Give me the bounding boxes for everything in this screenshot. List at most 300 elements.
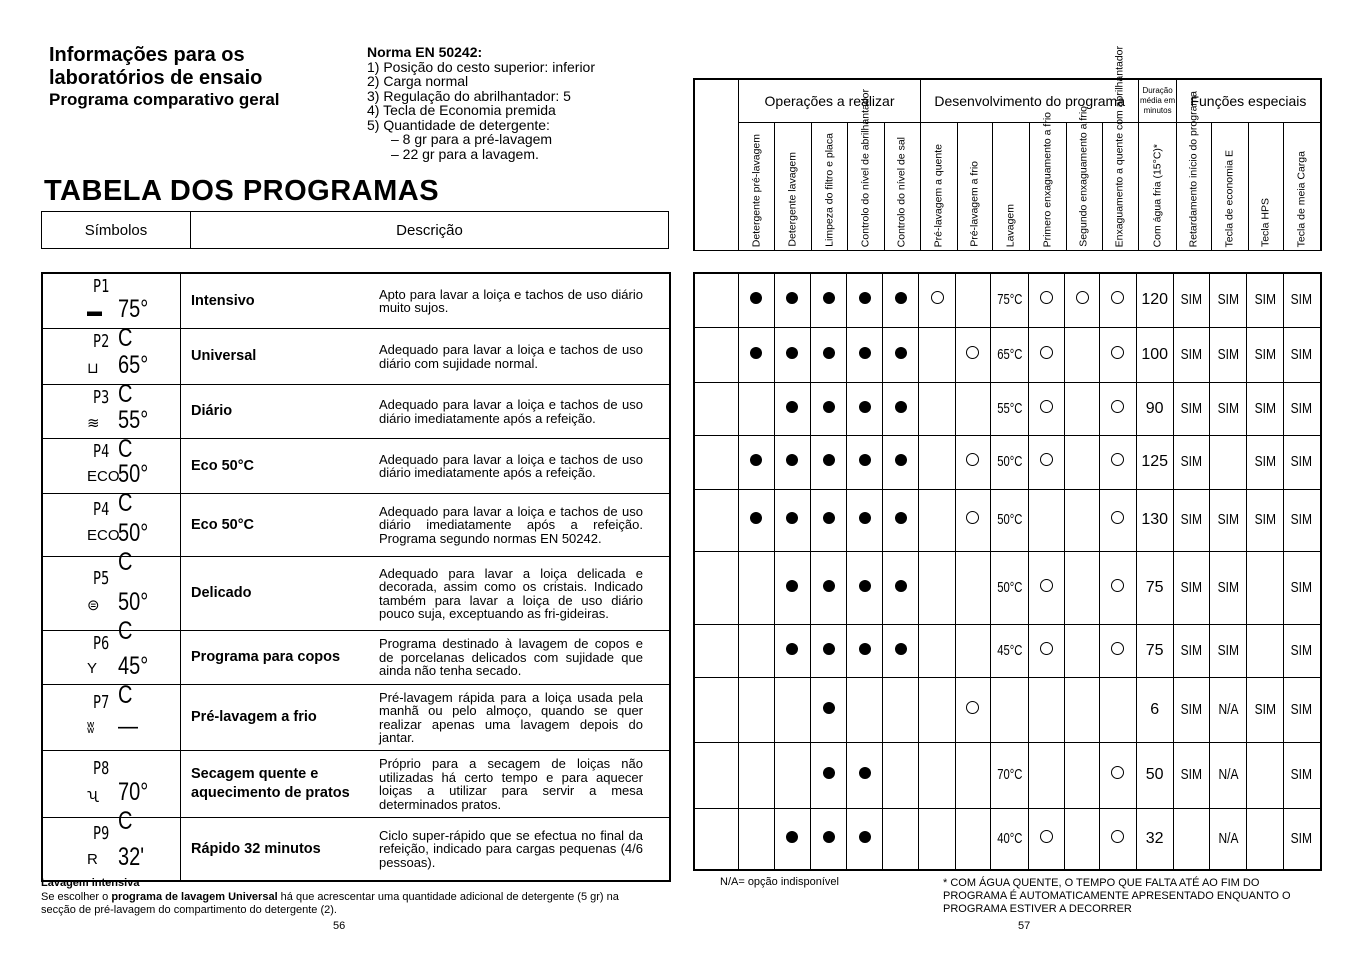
filled-dot-icon bbox=[750, 347, 762, 359]
column-header-label: Com água fria (15°C)* bbox=[1151, 143, 1164, 247]
filled-dot-icon bbox=[823, 831, 835, 843]
grid-cell bbox=[1028, 382, 1064, 435]
grid-cell bbox=[1210, 273, 1247, 327]
cell-value: SIM bbox=[1254, 453, 1276, 470]
cell-value: SIM bbox=[1180, 511, 1203, 528]
page-subtitle: Programa comparativo geral bbox=[49, 90, 280, 109]
program-temp: 70° C bbox=[118, 778, 149, 835]
grid-cell bbox=[955, 273, 990, 327]
grid-cell bbox=[991, 435, 1029, 489]
grid-cell bbox=[919, 489, 955, 551]
cell-value: SIM bbox=[1254, 399, 1276, 417]
program-row bbox=[42, 273, 670, 329]
grid-cell bbox=[847, 808, 883, 870]
norma-subline: – 8 gr para a pré-lavagem bbox=[391, 131, 553, 147]
grid-cell bbox=[738, 624, 774, 677]
open-circle-icon bbox=[1040, 453, 1053, 466]
grid-cell bbox=[955, 551, 990, 624]
grid-cell bbox=[1283, 435, 1321, 489]
program-description: Próprio para a secagem de loiças não utilizadas há certo tempo e para aquecer loiças a utilizar para servir a mesa determinados pratos. bbox=[379, 751, 670, 818]
grid-cell bbox=[1247, 808, 1283, 870]
blank-cell bbox=[694, 624, 738, 677]
column-header-label: Limpeza do filtro e placa bbox=[823, 133, 835, 247]
cell-value: 32 bbox=[1145, 829, 1164, 847]
grid-cell bbox=[883, 273, 919, 327]
filled-dot-icon bbox=[786, 347, 798, 359]
grid-cell bbox=[1247, 327, 1283, 382]
open-circle-icon bbox=[1111, 511, 1124, 524]
grid-cell bbox=[1136, 327, 1173, 382]
program-code: P6 bbox=[93, 633, 110, 654]
blank-cell bbox=[694, 382, 738, 435]
filled-dot-icon bbox=[859, 454, 871, 466]
cell-value: SIM bbox=[1180, 700, 1203, 718]
grid-row bbox=[694, 551, 1321, 624]
blank-cell bbox=[694, 435, 738, 489]
glass-icon: Y bbox=[87, 659, 98, 677]
column-header bbox=[1139, 123, 1177, 251]
grid-cell bbox=[1173, 808, 1209, 870]
grid-cell bbox=[738, 489, 774, 551]
grid-cell bbox=[955, 808, 990, 870]
filled-dot-icon bbox=[859, 292, 871, 304]
cell-value: N/A bbox=[1218, 700, 1239, 718]
program-name: Pré-lavagem a frio bbox=[181, 685, 380, 751]
column-header bbox=[811, 123, 847, 251]
column-header-label: Lavagem bbox=[1004, 203, 1017, 247]
norma-line: 5) Quantidade de detergente: bbox=[367, 116, 550, 133]
right-table-header bbox=[693, 45, 1322, 251]
column-header bbox=[775, 123, 811, 251]
filled-dot-icon bbox=[895, 401, 907, 413]
grid-cell bbox=[1173, 677, 1209, 742]
grid-cell bbox=[883, 677, 919, 742]
filled-dot-icon bbox=[750, 454, 762, 466]
cell-value: SIM bbox=[1291, 766, 1313, 783]
program-temp: 50° C bbox=[118, 587, 149, 645]
cell-value: SIM bbox=[1217, 399, 1239, 417]
filled-dot-icon bbox=[895, 580, 907, 592]
program-description: Adequado para lavar a loiça e tachos de uso diário com sujidade normal. bbox=[379, 329, 670, 385]
program-code: P7 bbox=[93, 691, 110, 713]
symbol-cell bbox=[42, 439, 181, 517]
filled-dot-icon bbox=[786, 512, 798, 524]
grid-cell bbox=[738, 435, 774, 489]
blank-cell bbox=[694, 273, 738, 327]
grid-cell bbox=[847, 551, 883, 624]
grid-cell bbox=[1210, 327, 1247, 382]
cell-value: 65°C bbox=[996, 345, 1022, 363]
grid-cell bbox=[738, 382, 774, 435]
grid-cell bbox=[810, 382, 846, 435]
grid-cell bbox=[1065, 327, 1100, 382]
program-temp: 32' bbox=[118, 843, 145, 871]
program-row bbox=[42, 439, 670, 494]
cell-value: 75°C bbox=[996, 291, 1022, 309]
grid-cell bbox=[919, 382, 955, 435]
grid-cell bbox=[810, 808, 846, 870]
cell-value: SIM bbox=[1180, 578, 1203, 596]
cell-value: N/A bbox=[1218, 766, 1239, 783]
grid-cell bbox=[919, 808, 955, 870]
grid-cell bbox=[955, 382, 990, 435]
cell-value: SIM bbox=[1254, 511, 1276, 528]
grid-cell bbox=[810, 677, 846, 742]
program-temp: 55° C bbox=[118, 405, 149, 463]
grid-cell bbox=[1136, 489, 1173, 551]
cell-value: 50°C bbox=[996, 578, 1022, 596]
filled-dot-icon bbox=[895, 292, 907, 304]
grid-cell bbox=[1283, 327, 1321, 382]
cell-value: SIM bbox=[1291, 578, 1313, 596]
program-description: Apto para lavar a loiça e tachos de uso diário muito sujos. bbox=[379, 286, 643, 315]
column-header-label: Controlo do nível de abrilhantador bbox=[859, 88, 872, 247]
program-name: Eco 50°C bbox=[181, 494, 380, 557]
grid-cell bbox=[847, 435, 883, 489]
program-description: Adequado para lavar a loiça e tachos de uso diário imediatamente após a refeição. bbox=[379, 385, 670, 439]
footer-text-post: há que acrescentar uma quantidade adicional de detergente (5 gr) na secção de pré-lavagem do compartimento do detergente (2). bbox=[41, 891, 619, 916]
grid-cell bbox=[1173, 435, 1209, 489]
filled-dot-icon bbox=[823, 347, 835, 359]
filled-dot-icon bbox=[859, 643, 871, 655]
blank-cell bbox=[694, 489, 738, 551]
open-circle-icon bbox=[1111, 579, 1124, 592]
column-header-label: Detergente lavagem bbox=[786, 152, 799, 247]
grid-cell bbox=[1100, 489, 1136, 551]
grid-cell bbox=[883, 551, 919, 624]
grid-cell bbox=[991, 327, 1029, 382]
cell-value: 70°C bbox=[996, 766, 1022, 783]
eco-icon: ECO bbox=[87, 527, 120, 544]
grid-cell bbox=[1136, 551, 1173, 624]
cell-value: SIM bbox=[1217, 291, 1239, 309]
filled-dot-icon bbox=[786, 292, 798, 304]
filled-dot-icon bbox=[823, 643, 835, 655]
grid-cell bbox=[847, 327, 883, 382]
grid-cell bbox=[1136, 808, 1173, 870]
norma-title: Norma EN 50242: bbox=[367, 44, 483, 60]
filled-dot-icon bbox=[786, 454, 798, 466]
cell-value: SIM bbox=[1180, 291, 1203, 309]
grid-cell bbox=[991, 677, 1029, 742]
filled-dot-icon bbox=[859, 580, 871, 592]
grid-cell bbox=[1100, 273, 1136, 327]
program-code: P2 bbox=[93, 331, 110, 352]
left-table-header bbox=[41, 211, 669, 249]
grid-cell bbox=[1065, 489, 1100, 551]
grid-row bbox=[694, 624, 1321, 677]
column-header bbox=[1176, 90, 1212, 251]
grid-cell bbox=[883, 742, 919, 808]
column-header-label: Tecla HPS bbox=[1259, 197, 1272, 247]
grid-cell bbox=[919, 624, 955, 677]
cell-value: 50°C bbox=[996, 511, 1022, 528]
grid-cell bbox=[1247, 273, 1283, 327]
grid-cell bbox=[1065, 435, 1100, 489]
cell-value: 50 bbox=[1145, 766, 1164, 783]
rapid-icon: R bbox=[87, 851, 98, 868]
column-header-label: Tecla de meia Carga bbox=[1295, 150, 1308, 247]
grid-cell bbox=[810, 624, 846, 677]
grid-cell bbox=[1028, 489, 1064, 551]
page-number-left: 56 bbox=[333, 920, 346, 932]
cell-value: N/A bbox=[1218, 829, 1239, 847]
group-funcoes: Funções especiais bbox=[1176, 79, 1321, 123]
grid-cell bbox=[1136, 435, 1173, 489]
column-header-label: Tecla de economia E bbox=[1223, 149, 1236, 247]
prewash-icon: ʬ bbox=[87, 719, 95, 737]
footer-text-pre: Se escolher o bbox=[41, 891, 112, 903]
table-title: TABELA DOS PROGRAMAS bbox=[44, 175, 440, 207]
group-operacoes: Operações a realizar bbox=[738, 79, 920, 123]
blank-header-cell bbox=[694, 79, 738, 251]
grid-row bbox=[694, 808, 1321, 870]
grid-cell bbox=[1065, 624, 1100, 677]
cell-value: SIM bbox=[1291, 345, 1313, 363]
filled-dot-icon bbox=[895, 454, 907, 466]
open-circle-icon bbox=[1111, 400, 1124, 413]
cell-value: SIM bbox=[1291, 511, 1313, 528]
filled-dot-icon bbox=[859, 767, 871, 779]
pot-icon: ⊔ bbox=[87, 359, 99, 377]
grid-cell bbox=[1136, 624, 1173, 677]
column-header bbox=[921, 123, 958, 251]
grid-cell bbox=[774, 551, 810, 624]
grid-cell bbox=[810, 327, 846, 382]
cell-value: SIM bbox=[1291, 399, 1313, 417]
grid-cell bbox=[991, 624, 1029, 677]
grid-cell bbox=[774, 327, 810, 382]
grid-cell bbox=[991, 273, 1029, 327]
program-grid bbox=[693, 272, 1322, 871]
grid-cell bbox=[1283, 489, 1321, 551]
program-name: Diário bbox=[181, 385, 380, 439]
pot-full-icon: ▬ bbox=[87, 303, 102, 320]
program-name: Secagem quente e aquecimento de pratos bbox=[181, 751, 380, 818]
program-row bbox=[42, 494, 670, 557]
grid-cell bbox=[919, 551, 955, 624]
cell-value: SIM bbox=[1180, 641, 1203, 659]
grid-cell bbox=[919, 677, 955, 742]
footer-text bbox=[41, 891, 641, 917]
column-header bbox=[1212, 123, 1248, 251]
cell-value: SIM bbox=[1254, 700, 1276, 718]
grid-cell bbox=[810, 742, 846, 808]
grid-cell bbox=[1283, 624, 1321, 677]
grid-cell bbox=[955, 742, 990, 808]
page-title: Informações para os laboratórios de ensaio bbox=[49, 44, 263, 89]
open-circle-icon bbox=[1111, 291, 1124, 304]
grid-cell bbox=[1100, 435, 1136, 489]
norma-line: 2) Carga normal bbox=[367, 73, 469, 89]
grid-cell bbox=[738, 551, 774, 624]
filled-dot-icon bbox=[895, 512, 907, 524]
grid-cell bbox=[1028, 551, 1064, 624]
filled-dot-icon bbox=[859, 401, 871, 413]
column-header bbox=[1066, 106, 1102, 251]
cell-value: SIM bbox=[1254, 345, 1276, 363]
program-name: Rápido 32 minutos bbox=[181, 818, 380, 882]
grid-cell bbox=[1100, 808, 1136, 870]
grid-cell bbox=[1173, 551, 1209, 624]
cell-value: SIM bbox=[1217, 578, 1239, 596]
grid-cell bbox=[1028, 435, 1064, 489]
grid-cell bbox=[1028, 677, 1064, 742]
program-row bbox=[42, 557, 670, 631]
norma-line: 3) Regulação do abrilhantador: 5 bbox=[367, 87, 571, 104]
open-circle-icon bbox=[1040, 579, 1053, 592]
grid-cell bbox=[1065, 808, 1100, 870]
grid-cell bbox=[1136, 382, 1173, 435]
program-row bbox=[42, 751, 670, 818]
column-header bbox=[884, 123, 920, 251]
grid-cell bbox=[1065, 677, 1100, 742]
column-header-label: Retardamento início do programa bbox=[1187, 90, 1200, 247]
cell-value: SIM bbox=[1291, 291, 1313, 309]
cell-value: SIM bbox=[1217, 511, 1239, 528]
filled-dot-icon bbox=[786, 580, 798, 592]
program-description: Adequado para lavar a loiça e tachos de uso diário imediatamente após a refeição. bbox=[379, 439, 670, 494]
grid-cell bbox=[1247, 489, 1283, 551]
column-header-label: Pré-lavagem a quente bbox=[932, 143, 945, 247]
open-circle-icon bbox=[1111, 346, 1124, 359]
open-circle-icon bbox=[1076, 291, 1089, 304]
grid-cell bbox=[1173, 489, 1209, 551]
column-header bbox=[738, 123, 774, 251]
program-row bbox=[42, 329, 670, 385]
grid-cell bbox=[1283, 273, 1321, 327]
column-header-label: Segundo enxaguamento a frio bbox=[1077, 106, 1090, 247]
header-descricao: Descrição bbox=[396, 221, 463, 239]
grid-cell bbox=[1283, 551, 1321, 624]
column-header-label: Detergente pré-lavagem bbox=[750, 133, 763, 247]
column-header-label: Controlo do nível de sal bbox=[895, 136, 908, 247]
grid-row bbox=[694, 273, 1321, 327]
grid-cell bbox=[1283, 808, 1321, 870]
grid-cell bbox=[1210, 808, 1247, 870]
open-circle-icon bbox=[966, 701, 979, 714]
program-description: Ciclo super-rápido que se efectua no final da refeição, indicado para cargas pequenas (4/6 pessoas). bbox=[379, 818, 670, 882]
blank-cell bbox=[694, 742, 738, 808]
open-circle-icon bbox=[1111, 642, 1124, 655]
grid-cell bbox=[991, 742, 1029, 808]
header-simbolos: Símbolos bbox=[42, 212, 191, 248]
cell-value: SIM bbox=[1180, 399, 1203, 417]
cell-value: SIM bbox=[1291, 700, 1313, 718]
open-circle-icon bbox=[1111, 766, 1124, 779]
grid-row bbox=[694, 489, 1321, 551]
cell-value: 120 bbox=[1141, 291, 1169, 309]
grid-cell bbox=[774, 677, 810, 742]
grid-cell bbox=[1136, 742, 1173, 808]
grid-cell bbox=[1210, 742, 1247, 808]
grid-cell bbox=[738, 327, 774, 382]
cell-value: 50°C bbox=[996, 453, 1022, 470]
program-name: Eco 50°C bbox=[181, 439, 380, 494]
grid-cell bbox=[1065, 742, 1100, 808]
cell-value: 45°C bbox=[996, 641, 1022, 659]
program-code: P5 bbox=[93, 567, 110, 589]
grid-cell bbox=[1065, 551, 1100, 624]
filled-dot-icon bbox=[823, 767, 835, 779]
grid-cell bbox=[1028, 808, 1064, 870]
grid-cell bbox=[1100, 677, 1136, 742]
grid-cell bbox=[847, 273, 883, 327]
grid-cell bbox=[738, 808, 774, 870]
grid-cell bbox=[738, 742, 774, 808]
program-temp: 50° C bbox=[118, 460, 149, 517]
open-circle-icon bbox=[1040, 291, 1053, 304]
grid-cell bbox=[1028, 273, 1064, 327]
symbol-cell bbox=[42, 685, 181, 751]
cell-value: SIM bbox=[1180, 453, 1203, 470]
cell-value: 125 bbox=[1141, 453, 1169, 470]
grid-cell bbox=[883, 624, 919, 677]
grid-cell bbox=[1210, 489, 1247, 551]
grid-cell bbox=[1028, 327, 1064, 382]
open-circle-icon bbox=[1040, 642, 1053, 655]
grid-cell bbox=[1100, 327, 1136, 382]
footer-text-bold: programa de lavagem Universal bbox=[111, 891, 278, 903]
program-name: Programa para copos bbox=[181, 631, 380, 685]
grid-row bbox=[694, 742, 1321, 808]
footnote: * COM ÁGUA QUENTE, O TEMPO QUE FALTA ATÉ AO FIM DO PROGRAMA É AUTOMATICAMENTE APRESENTADO ENQUANTO O PROGRAMA ESTIVER A DECORRER bbox=[943, 877, 1291, 915]
grid-cell bbox=[1100, 382, 1136, 435]
grid-cell bbox=[1173, 742, 1209, 808]
program-row bbox=[42, 685, 670, 751]
column-header bbox=[1030, 111, 1067, 251]
program-description: Programa destinado à lavagem de copos e de porcelanas delicados com sujidade que ainda não tenha secado. bbox=[379, 631, 670, 685]
eco-icon: ECO bbox=[87, 468, 120, 485]
grid-cell bbox=[810, 551, 846, 624]
grid-cell bbox=[810, 435, 846, 489]
filled-dot-icon bbox=[823, 512, 835, 524]
grid-cell bbox=[1173, 382, 1209, 435]
cell-value: 75 bbox=[1145, 578, 1164, 596]
grid-cell bbox=[1247, 624, 1283, 677]
grid-cell bbox=[1173, 327, 1209, 382]
filled-dot-icon bbox=[786, 831, 798, 843]
delicate-icon: ⊜ bbox=[87, 596, 100, 614]
column-header bbox=[993, 123, 1030, 251]
column-header bbox=[1284, 123, 1321, 251]
filled-dot-icon bbox=[823, 454, 835, 466]
cell-value: 130 bbox=[1141, 511, 1169, 528]
program-temp: — bbox=[118, 711, 138, 740]
open-circle-icon bbox=[966, 453, 979, 466]
page-number-right: 57 bbox=[1018, 920, 1031, 932]
grid-cell bbox=[1210, 677, 1247, 742]
program-temp: 50° C bbox=[118, 519, 149, 576]
grid-cell bbox=[1210, 551, 1247, 624]
grid-cell bbox=[774, 382, 810, 435]
program-temp: 45° C bbox=[118, 651, 149, 709]
grid-cell bbox=[919, 742, 955, 808]
filled-dot-icon bbox=[786, 401, 798, 413]
program-row bbox=[42, 818, 670, 882]
cell-value: SIM bbox=[1180, 345, 1203, 363]
column-header bbox=[1102, 45, 1139, 251]
filled-dot-icon bbox=[786, 643, 798, 655]
grid-cell bbox=[1065, 382, 1100, 435]
grid-cell bbox=[919, 435, 955, 489]
grid-cell bbox=[1173, 624, 1209, 677]
grid-cell bbox=[991, 489, 1029, 551]
open-circle-icon bbox=[966, 346, 979, 359]
grid-cell bbox=[774, 624, 810, 677]
filled-dot-icon bbox=[859, 347, 871, 359]
filled-dot-icon bbox=[859, 831, 871, 843]
